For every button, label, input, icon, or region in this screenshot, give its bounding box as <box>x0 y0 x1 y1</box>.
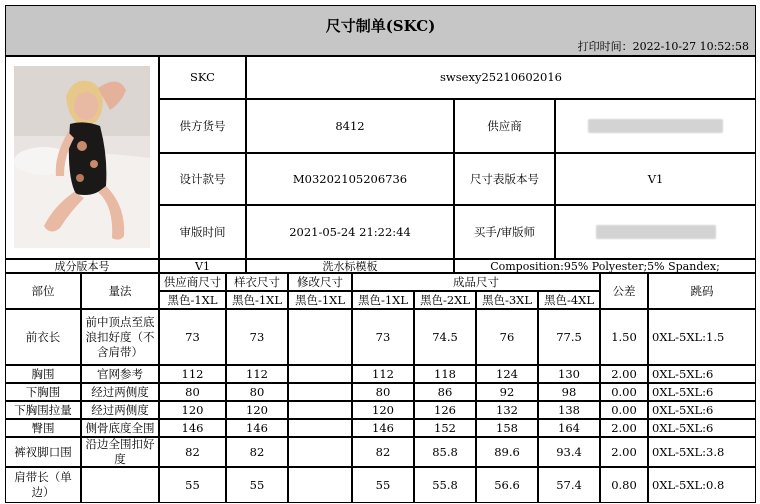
cell-supplier: 112 <box>159 365 226 383</box>
cell-s4: 130 <box>538 365 600 383</box>
cell-tol: 0.00 <box>600 401 648 419</box>
cell-s1: 112 <box>352 365 414 383</box>
cell-part: 下胸围 <box>5 383 81 401</box>
subheader-size-1xl: 黑色-1XL <box>352 291 414 309</box>
cell-modified <box>288 383 352 401</box>
buyer-label: 买手/审版师 <box>454 205 555 259</box>
wash-label-template-label: 洗水标模板 <box>246 259 454 273</box>
header-tolerance: 公差 <box>600 273 648 309</box>
cell-sample: 73 <box>226 309 288 365</box>
subheader-sample-size: 黑色-1XL <box>226 291 288 309</box>
cell-modified <box>288 365 352 383</box>
cell-supplier: 73 <box>159 309 226 365</box>
cell-method: 官网参考 <box>81 365 159 383</box>
cell-method: 经过两侧度 <box>81 383 159 401</box>
cell-modified <box>288 467 352 503</box>
cell-s1: 82 <box>352 437 414 467</box>
cell-grade: 0XL-5XL:6 <box>648 383 756 401</box>
cell-s4: 57.4 <box>538 467 600 503</box>
cell-tol: 0.80 <box>600 467 648 503</box>
cell-part: 前衣长 <box>5 309 81 365</box>
cell-s2: 74.5 <box>414 309 476 365</box>
review-time-label: 审版时间 <box>159 205 246 259</box>
supplier-value-redacted <box>555 99 756 153</box>
cell-part: 胸围 <box>5 365 81 383</box>
cell-supplier: 82 <box>159 437 226 467</box>
cell-tol: 2.00 <box>600 419 648 437</box>
print-time: 打印时间：2022-10-27 10:52:58 <box>577 40 749 53</box>
cell-grade: 0XL-5XL:6 <box>648 401 756 419</box>
cell-s3: 89.6 <box>476 437 538 467</box>
subheader-supplier-size: 黑色-1XL <box>159 291 226 309</box>
skc-value: swsexy25210602016 <box>246 56 756 99</box>
review-time-value: 2021-05-24 21:22:44 <box>246 205 454 259</box>
cell-grade: 0XL-5XL:1.5 <box>648 309 756 365</box>
header-part: 部位 <box>5 273 81 309</box>
cell-tol: 2.00 <box>600 365 648 383</box>
cell-method: 前中顶点至底浪扣好度（不含肩带） <box>81 309 159 365</box>
cell-part: 臀围 <box>5 419 81 437</box>
subheader-size-4xl: 黑色-4XL <box>538 291 600 309</box>
supplier-no-label: 供方货号 <box>159 99 246 153</box>
cell-sample: 55 <box>226 467 288 503</box>
cell-s3: 92 <box>476 383 538 401</box>
composition-value: Composition:95% Polyester;5% Spandex; <box>454 259 756 273</box>
header-sample-size: 样衣尺寸 <box>226 273 288 291</box>
cell-s3: 132 <box>476 401 538 419</box>
skc-label: SKC <box>159 56 246 99</box>
redacted-block <box>588 119 723 133</box>
cell-s4: 77.5 <box>538 309 600 365</box>
buyer-value-redacted <box>555 205 756 259</box>
supplier-no-value: 8412 <box>246 99 454 153</box>
cell-s2: 85.8 <box>414 437 476 467</box>
design-no-label: 设计款号 <box>159 153 246 205</box>
cell-supplier: 55 <box>159 467 226 503</box>
cell-supplier: 120 <box>159 401 226 419</box>
cell-s1: 146 <box>352 419 414 437</box>
cell-s1: 73 <box>352 309 414 365</box>
subheader-modified-size: 黑色-1XL <box>288 291 352 309</box>
cell-s1: 80 <box>352 383 414 401</box>
header-finished-size: 成品尺寸 <box>352 273 600 291</box>
cell-s4: 164 <box>538 419 600 437</box>
cell-s2: 86 <box>414 383 476 401</box>
cell-grade: 0XL-5XL:0.8 <box>648 467 756 503</box>
cell-sample: 112 <box>226 365 288 383</box>
cell-s3: 124 <box>476 365 538 383</box>
cell-supplier: 80 <box>159 383 226 401</box>
subheader-size-2xl: 黑色-2XL <box>414 291 476 309</box>
cell-part: 裤衩脚口围 <box>5 437 81 467</box>
size-spec-sheet <box>5 5 756 501</box>
cell-s4: 98 <box>538 383 600 401</box>
cell-s1: 120 <box>352 401 414 419</box>
cell-tol: 2.00 <box>600 437 648 467</box>
cell-part: 下胸围拉量 <box>5 401 81 419</box>
cell-sample: 120 <box>226 401 288 419</box>
cell-sample: 146 <box>226 419 288 437</box>
cell-s2: 118 <box>414 365 476 383</box>
page-title: 尺寸制单(SKC) <box>325 17 436 35</box>
design-no-value: M03202105206736 <box>246 153 454 205</box>
size-version-value: V1 <box>555 153 756 205</box>
header-grading: 跳码 <box>648 273 756 309</box>
cell-s2: 126 <box>414 401 476 419</box>
cell-modified <box>288 419 352 437</box>
cell-method: 经过两侧度 <box>81 401 159 419</box>
composition-version-label: 成分版本号 <box>5 259 159 273</box>
cell-s1: 55 <box>352 467 414 503</box>
header-modified-size: 修改尺寸 <box>288 273 352 291</box>
header-method: 量法 <box>81 273 159 309</box>
cell-s2: 152 <box>414 419 476 437</box>
cell-s3: 56.6 <box>476 467 538 503</box>
size-version-label: 尺寸表版本号 <box>454 153 555 205</box>
cell-s3: 158 <box>476 419 538 437</box>
title-bar <box>5 5 756 56</box>
product-photo <box>14 66 150 248</box>
cell-modified <box>288 309 352 365</box>
header-supplier-size: 供应商尺寸 <box>159 273 226 291</box>
cell-grade: 0XL-5XL:6 <box>648 419 756 437</box>
supplier-label: 供应商 <box>454 99 555 153</box>
cell-part: 肩带长（单边） <box>5 467 81 503</box>
cell-sample: 80 <box>226 383 288 401</box>
cell-tol: 1.50 <box>600 309 648 365</box>
subheader-size-3xl: 黑色-3XL <box>476 291 538 309</box>
cell-method: 侧骨底度全围 <box>81 419 159 437</box>
cell-s2: 55.8 <box>414 467 476 503</box>
cell-s4: 93.4 <box>538 437 600 467</box>
cell-modified <box>288 437 352 467</box>
cell-method: 沿边全围扣好度 <box>81 437 159 467</box>
cell-grade: 0XL-5XL:6 <box>648 365 756 383</box>
cell-tol: 0.00 <box>600 383 648 401</box>
cell-grade: 0XL-5XL:3.8 <box>648 437 756 467</box>
cell-sample: 82 <box>226 437 288 467</box>
photo-cell <box>5 56 159 259</box>
cell-supplier: 146 <box>159 419 226 437</box>
composition-version-value: V1 <box>159 259 246 273</box>
cell-modified <box>288 401 352 419</box>
cell-s3: 76 <box>476 309 538 365</box>
cell-method <box>81 467 159 503</box>
cell-s4: 138 <box>538 401 600 419</box>
redacted-block <box>596 225 716 239</box>
